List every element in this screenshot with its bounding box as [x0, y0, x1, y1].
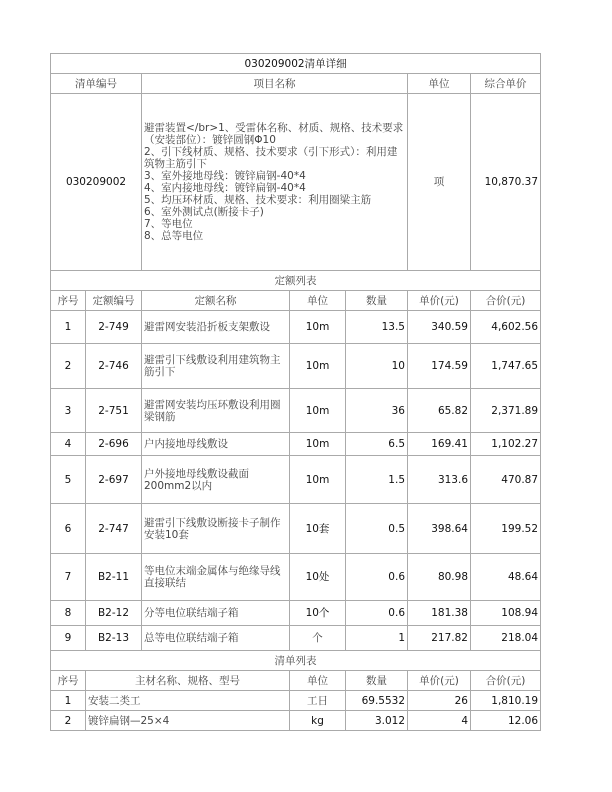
- quota-unit: 10m: [290, 456, 346, 504]
- quota-unit: 10处: [290, 554, 346, 601]
- description-line: 3、室外接地母线：镀锌扁钢-40*4: [144, 170, 306, 182]
- bill-row: [51, 94, 541, 271]
- quota-name: 总等电位联结端子箱: [142, 626, 290, 651]
- quota-no: 1: [51, 311, 86, 344]
- description-line: 6、室外测试点(断接卡子): [144, 206, 264, 218]
- material-no: 2: [51, 711, 86, 731]
- quota-qty: 1.5: [346, 456, 408, 504]
- quota-unit: 10个: [290, 601, 346, 626]
- bill-detail-table: [50, 53, 541, 731]
- quota-unit: 10m: [290, 389, 346, 433]
- quota-price: 217.82: [408, 626, 471, 651]
- material-section-title-row: [51, 651, 541, 671]
- quota-total: 218.04: [471, 626, 541, 651]
- quota-unit: 10m: [290, 311, 346, 344]
- quota-name: 户外接地母线敷设截面200mm2以内: [142, 456, 290, 504]
- quota-name: 等电位末端金属体与绝缘导线直接联结: [142, 554, 290, 601]
- quota-row: [51, 344, 541, 389]
- quota-price: 340.59: [408, 311, 471, 344]
- bill-code-header: 清单编号: [51, 74, 142, 94]
- quota-name: 避雷网安装均压环敷设利用圈梁钢筋: [142, 389, 290, 433]
- quota-name: 户内接地母线敷设: [142, 433, 290, 456]
- bill-header-row: [51, 74, 541, 94]
- material-header-total: 合价(元): [471, 671, 541, 691]
- quota-total: 2,371.89: [471, 389, 541, 433]
- material-header-qty: 数量: [346, 671, 408, 691]
- quota-header-total: 合价(元): [471, 291, 541, 311]
- quota-header-name: 定额名称: [142, 291, 290, 311]
- material-header-no: 序号: [51, 671, 86, 691]
- quota-no: 3: [51, 389, 86, 433]
- quota-code: 2-747: [86, 504, 142, 554]
- page-title: 030209002清单详细: [51, 54, 541, 74]
- quota-qty: 0.6: [346, 554, 408, 601]
- quota-header-row: [51, 291, 541, 311]
- description-line: 7、等电位: [144, 218, 193, 230]
- material-unit: kg: [290, 711, 346, 731]
- quota-row: [51, 626, 541, 651]
- material-total: 12.06: [471, 711, 541, 731]
- quota-name: 分等电位联结端子箱: [142, 601, 290, 626]
- quota-row: [51, 389, 541, 433]
- title-row: [51, 54, 541, 74]
- material-no: 1: [51, 691, 86, 711]
- material-header-unit: 单位: [290, 671, 346, 691]
- quota-no: 2: [51, 344, 86, 389]
- material-section-title: 清单列表: [51, 651, 541, 671]
- bill-description: [142, 94, 408, 271]
- material-qty: 69.5532: [346, 691, 408, 711]
- quota-unit: 个: [290, 626, 346, 651]
- description-line: 5、均压环材质、规格、技术要求：利用圈梁主筋: [144, 194, 372, 206]
- quota-total: 108.94: [471, 601, 541, 626]
- quota-row: [51, 554, 541, 601]
- quota-total: 199.52: [471, 504, 541, 554]
- quota-row: [51, 504, 541, 554]
- quota-name: 避雷引下线敷设断接卡子制作安装10套: [142, 504, 290, 554]
- quota-unit: 10套: [290, 504, 346, 554]
- quota-no: 4: [51, 433, 86, 456]
- quota-code: 2-697: [86, 456, 142, 504]
- quota-total: 4,602.56: [471, 311, 541, 344]
- quota-qty: 0.6: [346, 601, 408, 626]
- material-total: 1,810.19: [471, 691, 541, 711]
- quota-price: 313.6: [408, 456, 471, 504]
- quota-no: 8: [51, 601, 86, 626]
- bill-code: 030209002: [51, 94, 142, 271]
- quota-price: 398.64: [408, 504, 471, 554]
- quota-section-title-row: [51, 271, 541, 291]
- quota-code: B2-13: [86, 626, 142, 651]
- quota-qty: 6.5: [346, 433, 408, 456]
- quota-total: 470.87: [471, 456, 541, 504]
- quota-header-qty: 数量: [346, 291, 408, 311]
- quota-code: 2-746: [86, 344, 142, 389]
- quota-no: 7: [51, 554, 86, 601]
- material-price: 4: [408, 711, 471, 731]
- quota-total: 1,747.65: [471, 344, 541, 389]
- quota-header-price: 单价(元): [408, 291, 471, 311]
- material-qty: 3.012: [346, 711, 408, 731]
- quota-header-unit: 单位: [290, 291, 346, 311]
- material-price: 26: [408, 691, 471, 711]
- quota-code: B2-12: [86, 601, 142, 626]
- description-line: 8、总等电位: [144, 230, 204, 242]
- quota-header-code: 定额编号: [86, 291, 142, 311]
- material-row: [51, 691, 541, 711]
- quota-row: [51, 311, 541, 344]
- bill-unit-price: 10,870.37: [471, 94, 541, 271]
- quota-no: 6: [51, 504, 86, 554]
- quota-price: 174.59: [408, 344, 471, 389]
- quota-price: 169.41: [408, 433, 471, 456]
- quota-no: 9: [51, 626, 86, 651]
- quota-section-title: 定额列表: [51, 271, 541, 291]
- quota-total: 48.64: [471, 554, 541, 601]
- quota-row: [51, 433, 541, 456]
- quota-qty: 36: [346, 389, 408, 433]
- description-line: 避雷装置</br>1、受雷体名称、材质、规格、技术要求（安装部位）：镀锌圆钢Φ10: [144, 122, 404, 146]
- quota-name: 避雷引下线敷设利用建筑物主筋引下: [142, 344, 290, 389]
- material-header-row: [51, 671, 541, 691]
- quota-row: [51, 456, 541, 504]
- bill-unit-header: 单位: [408, 74, 471, 94]
- quota-price: 80.98: [408, 554, 471, 601]
- material-name: 镀锌扁钢—25×4: [86, 711, 290, 731]
- quota-row: [51, 601, 541, 626]
- quota-name: 避雷网安装沿折板支架敷设: [142, 311, 290, 344]
- bill-unit: 项: [408, 94, 471, 271]
- quota-qty: 1: [346, 626, 408, 651]
- quota-price: 65.82: [408, 389, 471, 433]
- quota-code: 2-696: [86, 433, 142, 456]
- quota-qty: 10: [346, 344, 408, 389]
- description-line: 2、引下线材质、规格、技术要求（引下形式）：利用建筑物主筋引下: [144, 146, 398, 170]
- bill-unit-price-header: 综合单价: [471, 74, 541, 94]
- quota-qty: 13.5: [346, 311, 408, 344]
- quota-code: 2-749: [86, 311, 142, 344]
- quota-unit: 10m: [290, 433, 346, 456]
- material-row: [51, 711, 541, 731]
- quota-price: 181.38: [408, 601, 471, 626]
- quota-unit: 10m: [290, 344, 346, 389]
- quota-header-no: 序号: [51, 291, 86, 311]
- quota-code: B2-11: [86, 554, 142, 601]
- material-name: 安装二类工: [86, 691, 290, 711]
- description-line: 4、室内接地母线：镀锌扁钢-40*4: [144, 182, 306, 194]
- material-header-name: 主材名称、规格、型号: [86, 671, 290, 691]
- quota-qty: 0.5: [346, 504, 408, 554]
- material-header-price: 单价(元): [408, 671, 471, 691]
- quota-no: 5: [51, 456, 86, 504]
- material-unit: 工日: [290, 691, 346, 711]
- quota-code: 2-751: [86, 389, 142, 433]
- quota-total: 1,102.27: [471, 433, 541, 456]
- bill-name-header: 项目名称: [142, 74, 408, 94]
